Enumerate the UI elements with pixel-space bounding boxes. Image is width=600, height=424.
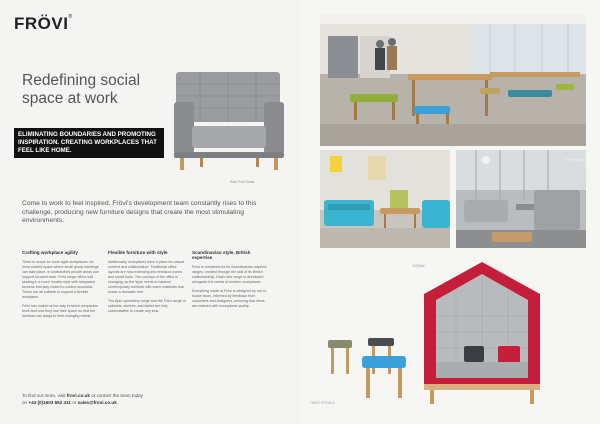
sofa-leg <box>200 158 203 167</box>
text-column-scandinavian <box>192 250 270 313</box>
pod-leg <box>430 390 434 404</box>
column-paragraph: Frövi has looked at the way in which companies work and how they use their space so that the furniture can adapt to their changing needs. <box>22 304 99 318</box>
sofa-right-arm <box>264 102 284 154</box>
pod-seat <box>436 362 528 378</box>
intro-paragraph: Come to work to feel inspired. Frövi's development team constantly rises to this challenge, producing new furniture designs that create the most stimulating environments. <box>22 200 257 224</box>
red-pod-image <box>418 260 546 408</box>
contact-line-2: on +44 (0)1603 652 411 or sales@frovi.co.uk <box>22 400 117 405</box>
stools-caption: TWIST STOOLS <box>310 401 335 405</box>
phone-number[interactable]: +44 (0)1603 652 411 <box>28 400 71 405</box>
hero-sofa-image <box>170 64 288 172</box>
text-column-agility <box>22 250 100 323</box>
contact-line-1: To find out more, visit frovi.co.uk or contact the team today <box>22 393 144 398</box>
sofa-seat <box>192 126 266 148</box>
stools-image <box>322 334 428 404</box>
lounge-photo <box>456 150 586 248</box>
pod-leg <box>530 390 534 404</box>
sofa-leg <box>180 158 184 170</box>
pod-cushion-dark <box>464 346 484 362</box>
website-link[interactable]: frovi.co.uk <box>66 393 90 398</box>
column-paragraph: Frövi is renowned for its Scandinavian-inspired ranges, created through the skill of its British craftsmanship. Each new range is developed alongside the needs of modern workplaces. <box>192 265 267 284</box>
contact-block <box>22 392 143 406</box>
column-paragraph: The Ajax upholstery range and the Frövi range of cabinets, shelves, and tables are fully customisable to create any look. <box>108 299 186 313</box>
office-photo <box>320 14 586 146</box>
stool-top-blue <box>362 356 406 368</box>
email-link[interactable]: sales@frovi.co.uk <box>77 400 117 405</box>
column-heading: Flexible furniture with style <box>108 250 168 255</box>
sofa-base <box>174 152 284 158</box>
red-pod-caption: JIGSAW <box>412 264 425 268</box>
sofa-left-arm <box>174 102 194 154</box>
column-heading: Scandinavian style, British expertise <box>192 250 251 260</box>
lounge-photo-caption: Rolo Pod Sofas <box>565 158 588 162</box>
pod-base <box>424 384 540 390</box>
column-paragraph: There is scope for more agile workplaces, for more shared space where small group meetings can take place, or undisturbed private areas can support focused work. Frövi range offers soft seating in a more homely style with integrated screens that stay closed to control acoustics. These are all suitable to support a flexible workplace. <box>22 260 99 299</box>
hero-image-caption: Rolo Pod Sofas <box>230 180 255 184</box>
registered-mark: ® <box>68 14 73 20</box>
column-paragraph: Additionally, workplaces have a place for casual comfort and collaboration. Traditional office layouts are now extending into breakout zones and social hubs. The concept of the office is changing, so the style needs to balance contemporary furniture with warm materials that evoke a domestic feel. <box>108 260 185 294</box>
column-heading: Crafting workplace agility <box>22 250 78 255</box>
sofa-leg <box>274 158 278 170</box>
tagline-banner: ELIMINATING BOUNDARIES AND PROMOTING INSPIRATION. CREATING WORKPLACES THAT FEEL LIKE HOME. <box>14 128 164 158</box>
page-headline: Redefining social space at work <box>22 72 141 107</box>
text-column-flexible <box>108 250 186 318</box>
frovi-logo <box>14 14 73 34</box>
stool-top-patterned <box>328 340 352 348</box>
blue-sofa-photo <box>320 150 450 248</box>
pod-cushion-red <box>498 346 520 364</box>
sofa-leg <box>256 158 259 167</box>
logo-text: FRÖVI <box>14 14 69 33</box>
column-paragraph: Everything made at Frövi is designed by our in-house team, informed by feedback from customers and designers, ensuring that ideas are realised with exceptional quality. <box>192 289 268 308</box>
stool-top-dark <box>368 338 394 346</box>
